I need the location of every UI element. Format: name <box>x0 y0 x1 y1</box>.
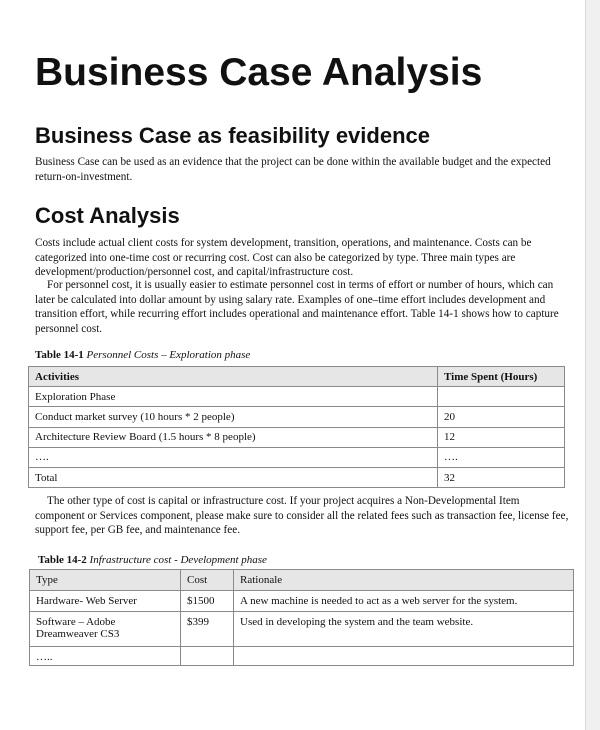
table-cell <box>234 647 574 666</box>
table-cell: 12 <box>438 427 565 447</box>
personnel-cost-table <box>28 366 565 488</box>
section-heading-cost-analysis: Cost Analysis <box>35 203 180 228</box>
table-cell: Hardware- Web Server <box>30 591 181 612</box>
vertical-scrollbar[interactable] <box>585 0 600 730</box>
cost-paragraph-2: For personnel cost, it is usually easier to estimate personnel cost in terms of effort or number of hours, which can later be calculated into dollar amount by using salary rate. Examples of one–time effort includes development and transition effort, while recurring effort includes operational and maintenance effort. Table 14-1 shows how to capture personnel cost. <box>35 279 559 335</box>
table-cell: Conduct market survey (10 hours * 2 people) <box>29 407 438 427</box>
table-header-cell: Activities <box>29 367 438 387</box>
cost-paragraph-1: Costs include actual client costs for system development, transition, operations, and maintenance. Costs can be categorized into one-time cost or recurring cost. Cost can also be categorized by type. Three main types are development/production/personnel cost, and capital/infrastructure cost. <box>35 237 532 278</box>
table-cell <box>438 387 565 407</box>
document-title: Business Case Analysis <box>35 51 483 94</box>
infrastructure-cost-table <box>29 569 574 666</box>
table-cell: Total <box>29 467 438 487</box>
table-cell: …. <box>438 447 565 467</box>
table-row <box>29 467 565 487</box>
table-header-row <box>30 570 574 591</box>
table2-caption <box>38 553 267 567</box>
table-row <box>29 387 565 407</box>
table-row <box>29 447 565 467</box>
table-cell: Architecture Review Board (1.5 hours * 8 people) <box>29 427 438 447</box>
section-heading-feasibility: Business Case as feasibility evidence <box>35 123 430 148</box>
table-row <box>29 407 565 427</box>
table-cell: $399 <box>181 612 234 647</box>
cost-paragraph-3: The other type of cost is capital or infrastructure cost. If your project acquires a Non-Developmental Item component or Services component, please make sure to consider all the related fees such as transaction fee, license fee, support fee, per GB fee, and maintenance fee. <box>35 495 569 536</box>
table-cell: Used in developing the system and the team website. <box>234 612 574 647</box>
table-row <box>30 612 574 647</box>
feasibility-paragraph: Business Case can be used as an evidence that the project can be done within the available budget and the expected return-on-investment. <box>35 156 551 183</box>
table-cell: …. <box>29 447 438 467</box>
table-header-cell: Time Spent (Hours) <box>438 367 565 387</box>
table-row <box>29 427 565 447</box>
table1-caption-text: Personnel Costs – Exploration phase <box>86 349 251 361</box>
table-header-cell: Type <box>30 570 181 591</box>
table-cell: 20 <box>438 407 565 427</box>
table1-caption <box>35 348 250 362</box>
table-row <box>30 591 574 612</box>
table2-caption-text: Infrastructure cost - Development phase <box>89 554 267 566</box>
table-row <box>30 647 574 666</box>
table-header-cell: Cost <box>181 570 234 591</box>
table-cell: $1500 <box>181 591 234 612</box>
table-cell: A new machine is needed to act as a web server for the system. <box>234 591 574 612</box>
table-header-row <box>29 367 565 387</box>
table-cell: 32 <box>438 467 565 487</box>
table-cell: Software – Adobe Dreamweaver CS3 <box>30 612 181 647</box>
table2-caption-label: Table 14-2 <box>38 554 87 566</box>
table-cell <box>181 647 234 666</box>
table-header-cell: Rationale <box>234 570 574 591</box>
table-cell: ….. <box>30 647 181 666</box>
table-cell: Exploration Phase <box>29 387 438 407</box>
table1-caption-label: Table 14-1 <box>35 349 84 361</box>
